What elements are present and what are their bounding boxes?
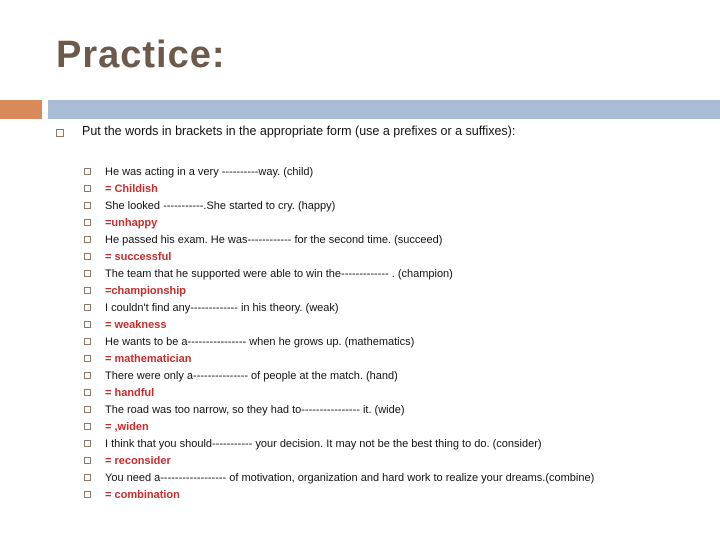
accent-bar-orange — [0, 100, 42, 119]
square-bullet-icon — [84, 372, 91, 379]
slide-title: Practice: — [56, 34, 226, 76]
question-item — [84, 367, 714, 384]
answer-item — [84, 316, 714, 333]
answer-text: = reconsider — [105, 454, 171, 467]
question-item — [84, 333, 714, 350]
square-bullet-icon — [84, 474, 91, 481]
question-item — [84, 231, 714, 248]
question-text: He passed his exam. He was------------ for the second time. (succeed) — [105, 233, 443, 246]
square-bullet-icon — [84, 355, 91, 362]
question-text: He was acting in a very ----------way. (child) — [105, 165, 314, 178]
answer-text: = mathematician — [105, 352, 192, 365]
square-bullet-icon — [56, 129, 64, 137]
answer-text: = Childish — [105, 182, 158, 195]
question-item — [84, 197, 714, 214]
square-bullet-icon — [84, 338, 91, 345]
square-bullet-icon — [84, 389, 91, 396]
answer-item — [84, 486, 714, 503]
answer-text: = handful — [105, 386, 155, 399]
question-item — [84, 163, 714, 180]
answer-text: =unhappy — [105, 216, 158, 229]
instruction-text: Put the words in brackets in the appropriate form (use a prefixes or a suffixes): — [82, 124, 516, 138]
square-bullet-icon — [84, 168, 91, 175]
square-bullet-icon — [84, 236, 91, 243]
square-bullet-icon — [84, 253, 91, 260]
square-bullet-icon — [84, 406, 91, 413]
answer-text: = combination — [105, 488, 180, 501]
question-item — [84, 469, 714, 486]
square-bullet-icon — [84, 287, 91, 294]
answer-item — [84, 180, 714, 197]
answer-item — [84, 452, 714, 469]
answer-text: = ,widen — [105, 420, 149, 433]
question-item — [84, 265, 714, 282]
question-text: I couldn't find any------------- in his theory. (weak) — [105, 301, 339, 314]
answer-text: = successful — [105, 250, 172, 263]
answer-item — [84, 384, 714, 401]
square-bullet-icon — [84, 219, 91, 226]
question-text: You need a------------------ of motivation, organization and hard work to realize your dreams.(combine) — [105, 471, 595, 484]
question-item — [84, 435, 714, 452]
question-text: The road was too narrow, so they had to---------------- it. (wide) — [105, 403, 405, 416]
square-bullet-icon — [84, 321, 91, 328]
question-text: He wants to be a---------------- when he grows up. (mathematics) — [105, 335, 415, 348]
answer-item — [84, 248, 714, 265]
answer-item — [84, 282, 714, 299]
question-item — [84, 299, 714, 316]
square-bullet-icon — [84, 185, 91, 192]
question-text: She looked -----------.She started to cry. (happy) — [105, 199, 336, 212]
square-bullet-icon — [84, 440, 91, 447]
square-bullet-icon — [84, 457, 91, 464]
answer-item — [84, 214, 714, 231]
question-item — [84, 401, 714, 418]
square-bullet-icon — [84, 423, 91, 430]
answer-item — [84, 418, 714, 435]
square-bullet-icon — [84, 491, 91, 498]
square-bullet-icon — [84, 202, 91, 209]
exercise-list — [84, 163, 714, 503]
answer-item — [84, 350, 714, 367]
question-text: I think that you should----------- your decision. It may not be the best thing to do. (consider) — [105, 437, 542, 450]
instruction-row — [56, 124, 706, 138]
question-text: The team that he supported were able to win the------------- . (champion) — [105, 267, 453, 280]
square-bullet-icon — [84, 304, 91, 311]
answer-text: = weakness — [105, 318, 167, 331]
square-bullet-icon — [84, 270, 91, 277]
question-text: There were only a--------------- of people at the match. (hand) — [105, 369, 398, 382]
answer-text: =championship — [105, 284, 186, 297]
accent-bar-blue — [48, 100, 720, 119]
